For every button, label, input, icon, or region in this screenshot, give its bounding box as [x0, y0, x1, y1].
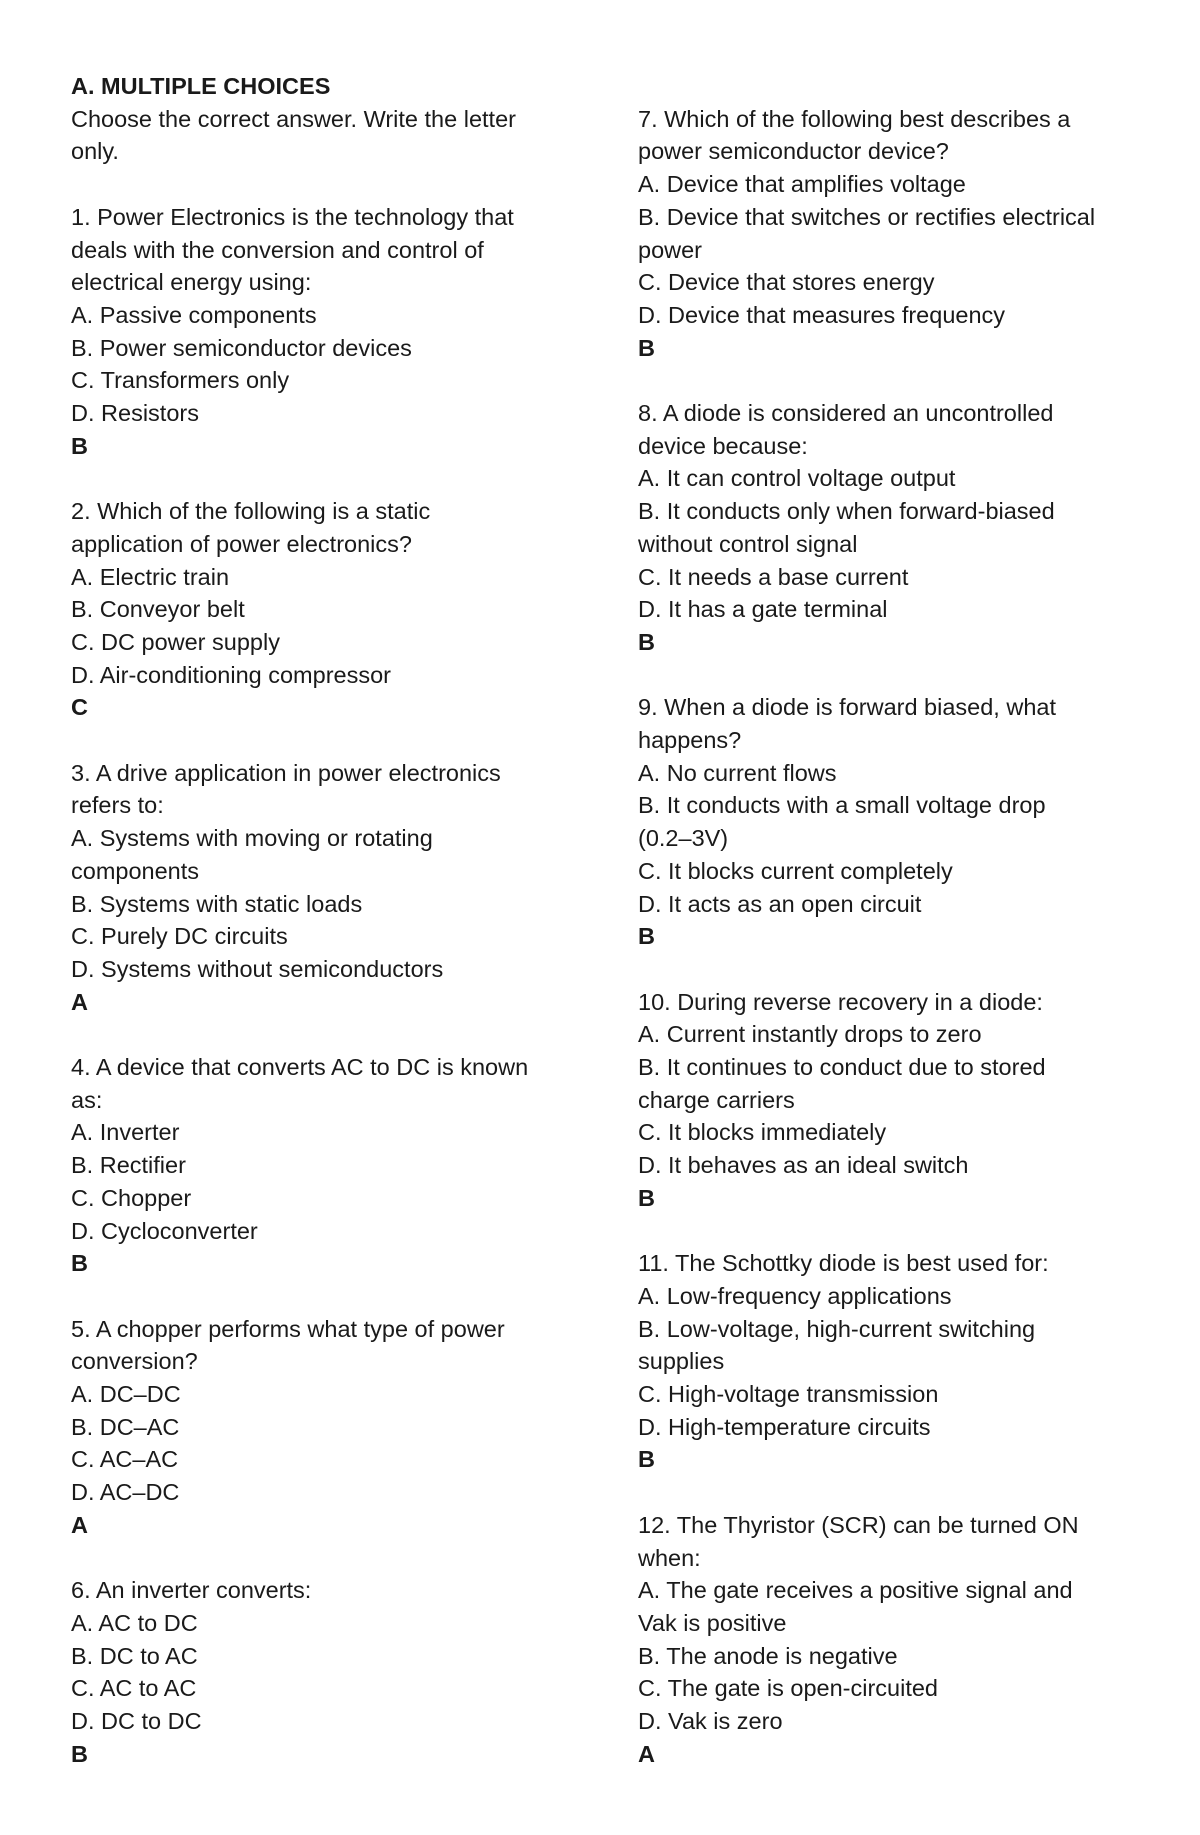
- option-line: B. Low-voltage, high-current switching: [638, 1315, 1036, 1342]
- option-line: A. It can control voltage output: [638, 465, 956, 492]
- answer-letter: A: [71, 988, 88, 1015]
- option-line: D. It acts as an open circuit: [638, 890, 922, 917]
- option-line: C. Purely DC circuits: [71, 923, 288, 950]
- option-line: D. Device that measures frequency: [638, 301, 1006, 328]
- option-line: B. Power semiconductor devices: [71, 334, 412, 361]
- option-line: C. AC–AC: [71, 1446, 179, 1473]
- answer-letter: B: [71, 432, 88, 459]
- option-line: without control signal: [638, 530, 858, 557]
- question-stem-line: 5. A chopper performs what type of power: [71, 1315, 505, 1342]
- question-stem-line: as:: [71, 1086, 103, 1113]
- option-line: A. Low-frequency applications: [638, 1282, 952, 1309]
- question-stem-line: deals with the conversion and control of: [71, 236, 484, 263]
- option-line: D. It has a gate terminal: [638, 596, 888, 623]
- option-line: D. Systems without semiconductors: [71, 955, 444, 982]
- answer-letter: A: [71, 1511, 88, 1538]
- option-line: charge carriers: [638, 1086, 795, 1113]
- option-line: A. AC to DC: [71, 1609, 198, 1636]
- answer-letter: B: [638, 1446, 655, 1473]
- option-line: power: [638, 236, 703, 263]
- option-line: C. It blocks immediately: [638, 1119, 887, 1146]
- option-line: A. Current instantly drops to zero: [638, 1021, 982, 1048]
- option-line: C. High-voltage transmission: [638, 1381, 939, 1408]
- question-block: [71, 1051, 571, 1280]
- option-line: B. The anode is negative: [638, 1642, 898, 1669]
- option-line: C. Transformers only: [71, 367, 290, 394]
- answer-letter: A: [638, 1740, 655, 1767]
- question-stem-line: 2. Which of the following is a static: [71, 498, 431, 525]
- question-stem-line: device because:: [638, 432, 808, 459]
- question-stem-line: 3. A drive application in power electronics: [71, 759, 501, 786]
- option-line: B. Conveyor belt: [71, 596, 245, 623]
- question-stem-line: power semiconductor device?: [638, 138, 949, 165]
- option-line: A. Electric train: [71, 563, 230, 590]
- left-question-list: [71, 201, 571, 1771]
- answer-letter: B: [638, 1184, 655, 1211]
- option-line: D. High-temperature circuits: [638, 1413, 931, 1440]
- answer-letter: B: [638, 923, 655, 950]
- left-column: [71, 70, 571, 1803]
- answer-letter: B: [71, 1740, 88, 1767]
- question-block: [71, 757, 571, 1019]
- question-stem-line: 8. A diode is considered an uncontrolled: [638, 400, 1054, 427]
- question-stem-line: 4. A device that converts AC to DC is known: [71, 1054, 529, 1081]
- option-line: D. Air-conditioning compressor: [71, 661, 391, 688]
- question-stem-line: 7. Which of the following best describes a: [638, 105, 1071, 132]
- option-line: C. The gate is open-circuited: [638, 1675, 939, 1702]
- question-block: [638, 691, 1138, 953]
- instructions-line: Choose the correct answer. Write the letter: [71, 105, 516, 132]
- question-block: [638, 1509, 1138, 1771]
- question-stem-line: refers to:: [71, 792, 164, 819]
- option-line: D. DC to DC: [71, 1708, 202, 1735]
- option-line: Vak is positive: [638, 1609, 787, 1636]
- answer-letter: C: [71, 694, 88, 721]
- question-block: [71, 495, 571, 724]
- section-heading: A. MULTIPLE CHOICES: [71, 73, 331, 99]
- question-stem-line: 10. During reverse recovery in a diode:: [638, 988, 1043, 1015]
- option-line: B. DC–AC: [71, 1413, 180, 1440]
- question-stem-line: when:: [638, 1544, 701, 1571]
- option-line: A. Systems with moving or rotating: [71, 825, 433, 852]
- option-line: A. Inverter: [71, 1119, 180, 1146]
- option-line: A. DC–DC: [71, 1381, 181, 1408]
- question-stem-line: application of power electronics?: [71, 530, 412, 557]
- answer-letter: B: [638, 334, 655, 361]
- question-block: [638, 397, 1138, 659]
- option-line: B. It conducts only when forward-biased: [638, 498, 1055, 525]
- question-block: [71, 1574, 571, 1770]
- option-line: D. Resistors: [71, 400, 199, 427]
- instructions-line: only.: [71, 138, 119, 165]
- option-line: B. It continues to conduct due to stored: [638, 1054, 1046, 1081]
- option-line: supplies: [638, 1348, 725, 1375]
- option-line: D. Vak is zero: [638, 1708, 783, 1735]
- option-line: C. Chopper: [71, 1184, 192, 1211]
- option-line: B. Systems with static loads: [71, 890, 363, 917]
- option-line: (0.2–3V): [638, 825, 729, 852]
- question-stem-line: 1. Power Electronics is the technology that: [71, 203, 514, 230]
- question-stem-line: happens?: [638, 727, 742, 754]
- option-line: components: [71, 857, 200, 884]
- option-line: A. Device that amplifies voltage: [638, 171, 966, 198]
- question-block: [71, 201, 571, 463]
- question-stem-line: 12. The Thyristor (SCR) can be turned ON: [638, 1511, 1079, 1538]
- answer-letter: B: [71, 1250, 88, 1277]
- option-line: D. It behaves as an ideal switch: [638, 1152, 969, 1179]
- question-stem-line: 11. The Schottky diode is best used for:: [638, 1250, 1049, 1277]
- question-block: [71, 1313, 571, 1542]
- question-stem-line: 6. An inverter converts:: [71, 1577, 312, 1604]
- option-line: C. It blocks current completely: [638, 857, 953, 884]
- question-stem-line: conversion?: [71, 1348, 198, 1375]
- option-line: C. DC power supply: [71, 628, 280, 655]
- question-block: [638, 1247, 1138, 1476]
- option-line: A. No current flows: [638, 759, 837, 786]
- option-line: A. The gate receives a positive signal and: [638, 1577, 1073, 1604]
- question-block: [638, 986, 1138, 1215]
- option-line: C. It needs a base current: [638, 563, 909, 590]
- option-line: C. Device that stores energy: [638, 269, 935, 296]
- option-line: D. AC–DC: [71, 1479, 180, 1506]
- option-line: A. Passive components: [71, 301, 317, 328]
- option-line: B. It conducts with a small voltage drop: [638, 792, 1046, 819]
- answer-letter: B: [638, 628, 655, 655]
- option-line: C. AC to AC: [71, 1675, 197, 1702]
- question-stem-line: electrical energy using:: [71, 269, 312, 296]
- option-line: B. Rectifier: [71, 1152, 186, 1179]
- option-line: D. Cycloconverter: [71, 1217, 258, 1244]
- question-block: [638, 103, 1138, 365]
- right-column: [638, 70, 1138, 1803]
- option-line: B. DC to AC: [71, 1642, 198, 1669]
- question-stem-line: 9. When a diode is forward biased, what: [638, 694, 1057, 721]
- option-line: B. Device that switches or rectifies electrical: [638, 203, 1096, 230]
- right-question-list: [638, 103, 1138, 1771]
